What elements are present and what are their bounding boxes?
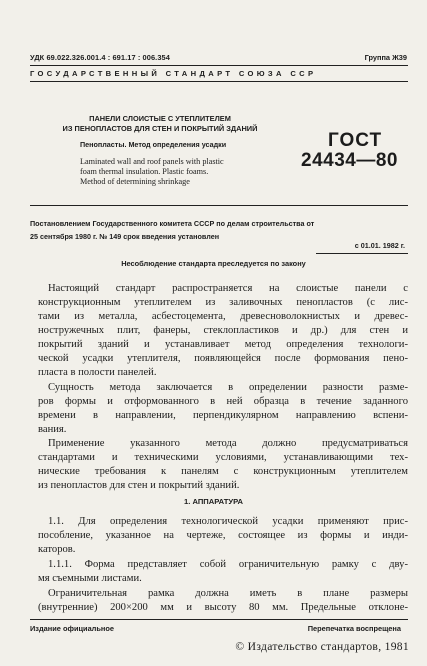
decree-line1: Постановлением Государственного комитета СССР по делам строительства от bbox=[30, 219, 315, 228]
gost-label: ГОСТ bbox=[328, 130, 383, 151]
state-standard-banner: ГОСУДАРСТВЕННЫЙ СТАНДАРТ СОЮЗА ССР bbox=[30, 69, 317, 78]
body-line: ческой усадки утеплителя, появляющейся после формования пено- bbox=[38, 353, 408, 364]
body-line: Сущность метода заключается в определении разности разме- bbox=[48, 382, 408, 393]
title-en-line2: foam thermal insulation. Plastic foams. bbox=[80, 167, 209, 176]
gost-number: 24434—80 bbox=[301, 150, 398, 171]
body-line: Ограничительная рамка должна иметь в плане размеры bbox=[48, 588, 408, 599]
title-en-line1: Laminated wall and roof panels with plastic bbox=[80, 157, 224, 166]
body-line: пласта в полости панелей. bbox=[38, 367, 157, 378]
body-line: из пенопластов для стен и покрытий зданий. bbox=[38, 480, 240, 491]
subtitle-ru: Пенопласты. Метод определения усадки bbox=[80, 140, 227, 149]
reprint-note: Перепечатка воспрещена bbox=[307, 624, 401, 633]
body-line: Применение указанного метода должно предусматриваться bbox=[48, 438, 408, 449]
body-line: ров формы и отформованного в ней образца в течение заданного bbox=[38, 396, 408, 407]
body-line: мя съемными листами. bbox=[38, 573, 142, 584]
body-line: каторов. bbox=[38, 544, 76, 555]
group-code: Группа Ж39 bbox=[364, 53, 407, 62]
publisher-copyright: © Издательство стандартов, 1981 bbox=[235, 640, 409, 653]
body-line: пособление, указанное на чертеже, состоящее из формы и инди- bbox=[38, 530, 408, 541]
body-line: ностружечных плит, фанеры, стеклопластиков и др.) для стен и bbox=[38, 325, 408, 336]
title-ru-line2: ИЗ ПЕНОПЛАСТОВ ДЛЯ СТЕН И ПОКРЫТИЙ ЗДАНИЙ bbox=[62, 124, 258, 133]
body-line: времени в направлении, перпендикулярном направлению вспени- bbox=[38, 410, 408, 421]
body-line: нические требования к панелям с конструкционным утеплителем bbox=[38, 466, 408, 477]
infringement-notice: Несоблюдение стандарта преследуется по закону bbox=[121, 259, 306, 268]
body-line: тами из металла, асбестоцемента, древесноволокнистых и древес- bbox=[38, 311, 408, 322]
title-rule bbox=[30, 205, 408, 206]
footer-rule bbox=[30, 619, 408, 620]
edition-note: Издание официальное bbox=[30, 624, 115, 633]
body-line: 1.1. Для определения технологической усадки применяют прис- bbox=[48, 516, 408, 527]
effective-date: с 01.01. 1982 г. bbox=[354, 241, 405, 250]
body-line: конструкционным утеплителем из заливочных пенопластов (с лис- bbox=[38, 297, 408, 308]
body-line: вания. bbox=[38, 424, 67, 435]
body-line: (внутренние) 200×200 мм и высоту 80 мм. Предельные отклоне- bbox=[38, 602, 408, 613]
header-rule-bottom bbox=[30, 81, 408, 82]
section-title: 1. АППАРАТУРА bbox=[184, 497, 243, 506]
effective-date-rule bbox=[316, 253, 408, 254]
body-line: Настоящий стандарт распространяется на слоистые панели с bbox=[48, 283, 408, 294]
body-line: стандартами и техническими условиями, устанавливающими тех- bbox=[38, 452, 408, 463]
body-line: 1.1.1. Форма представляет собой ограничительную рамку с дву- bbox=[48, 559, 408, 570]
udk-code: УДК 69.022.326.001.4 : 691.17 : 006.354 bbox=[30, 53, 170, 62]
header-rule-top bbox=[30, 65, 408, 66]
title-en-line3: Method of determining shrinkage bbox=[80, 177, 190, 186]
title-ru-line1: ПАНЕЛИ СЛОИСТЫЕ С УТЕПЛИТЕЛЕМ bbox=[89, 114, 231, 123]
decree-line2: 25 сентября 1980 г. № 149 срок введения установлен bbox=[30, 232, 220, 241]
body-line: покрытий зданий и устанавливает метод определения технологи- bbox=[38, 339, 408, 350]
